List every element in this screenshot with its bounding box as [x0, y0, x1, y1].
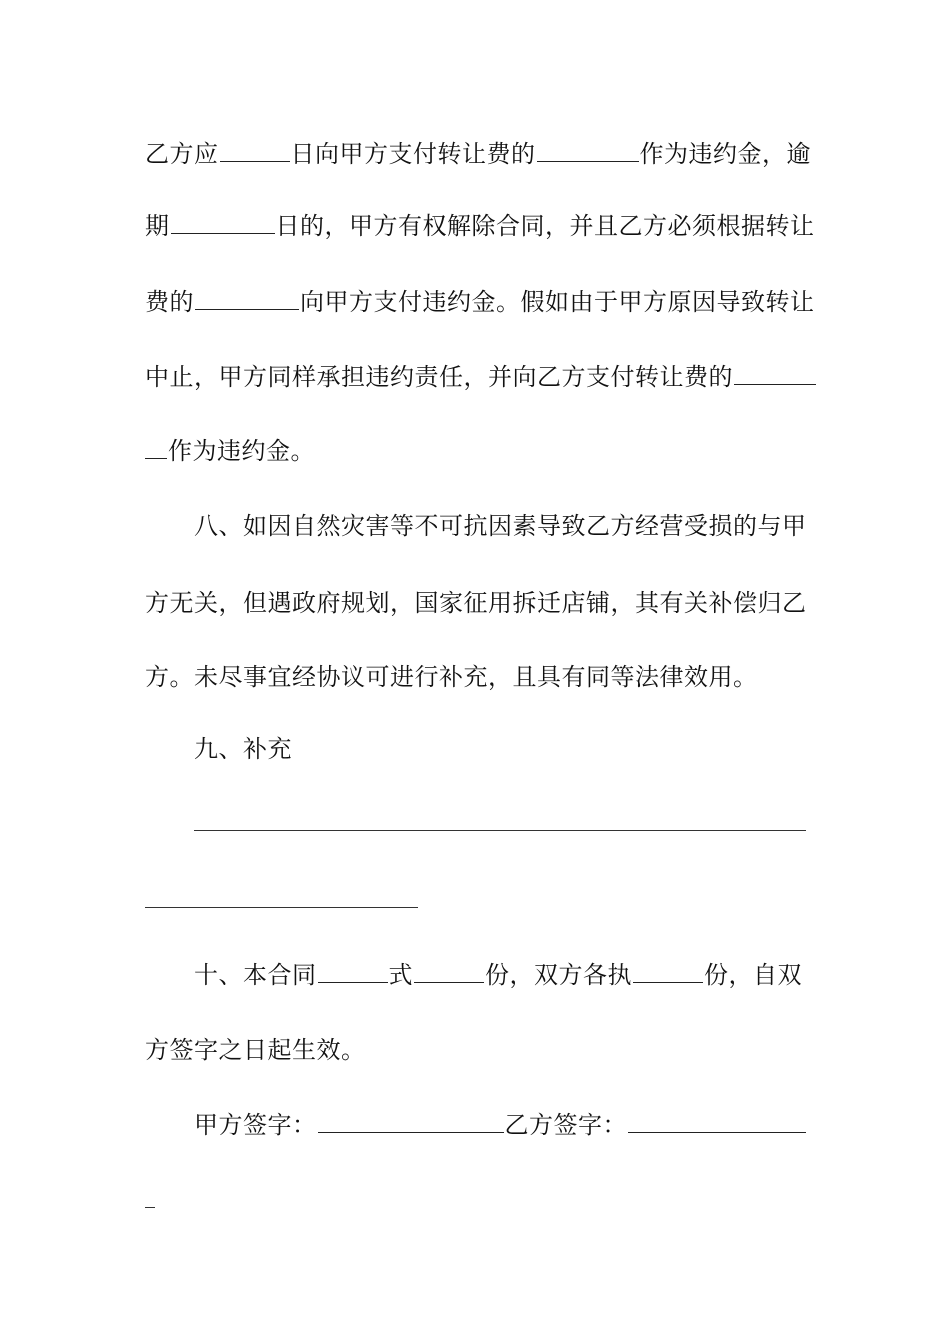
- text: 作为违约金。: [168, 437, 315, 465]
- supplement-blank-line-1: [194, 830, 806, 831]
- paragraph-7-line-3: [145, 282, 815, 322]
- text: 日的，甲方有权解除合同，并且乙方必须根据转让: [275, 212, 815, 240]
- paragraph-8-line-3: 方。未尽事宜经协议可进行补充，且具有同等法律效用。: [145, 663, 758, 691]
- text: 份，双方各执: [485, 961, 632, 989]
- blank-overdue-days: [171, 207, 275, 234]
- text: 作为违约金，逾: [639, 140, 811, 168]
- blank-continued: [145, 432, 167, 459]
- blank-penalty-rate: [195, 283, 299, 310]
- text: 期: [145, 212, 170, 240]
- text: 乙方应: [145, 140, 219, 168]
- supplement-blank-line-2: [145, 907, 418, 908]
- paragraph-7-line-1: [145, 134, 811, 174]
- paragraph-8-line-1: 八、如因自然灾害等不可抗因素导致乙方经营受损的与甲: [194, 512, 807, 540]
- paragraph-7-line-2: [145, 206, 815, 246]
- blank-copies-each: [633, 956, 703, 983]
- section-9-title: 九、补充: [194, 735, 292, 763]
- signature-blank-continued: [145, 1207, 155, 1208]
- party-a-signature-label: 甲方签字：: [194, 1111, 317, 1139]
- text: 中止，甲方同样承担违约责任，并向乙方支付转让费的: [145, 363, 733, 391]
- text: 十、本合同: [194, 961, 317, 989]
- text: 式: [388, 961, 413, 989]
- paragraph-7-line-5: [145, 431, 315, 471]
- text: 费的: [145, 288, 194, 316]
- blank-copies: [414, 956, 484, 983]
- text: 日向甲方支付转让费的: [290, 140, 536, 168]
- party-a-signature-blank: [318, 1106, 504, 1133]
- paragraph-10-line-1: [194, 955, 802, 995]
- blank-days: [220, 135, 290, 162]
- paragraph-8-line-2: 方无关，但遇政府规划，国家征用拆迁店铺，其有关补偿归乙: [145, 589, 807, 617]
- party-b-signature-blank: [628, 1106, 806, 1133]
- text: 份，自双: [704, 961, 802, 989]
- blank-percentage: [537, 135, 639, 162]
- paragraph-7-line-4: [145, 357, 817, 397]
- party-b-signature-label: 乙方签字：: [504, 1111, 627, 1139]
- paragraph-10-line-2: 方签字之日起生效。: [145, 1036, 366, 1064]
- blank-copies-total: [318, 956, 388, 983]
- signature-line: [194, 1105, 807, 1145]
- blank-penalty-rate-a: [734, 358, 816, 385]
- text: 向甲方支付违约金。假如由于甲方原因导致转让: [300, 288, 815, 316]
